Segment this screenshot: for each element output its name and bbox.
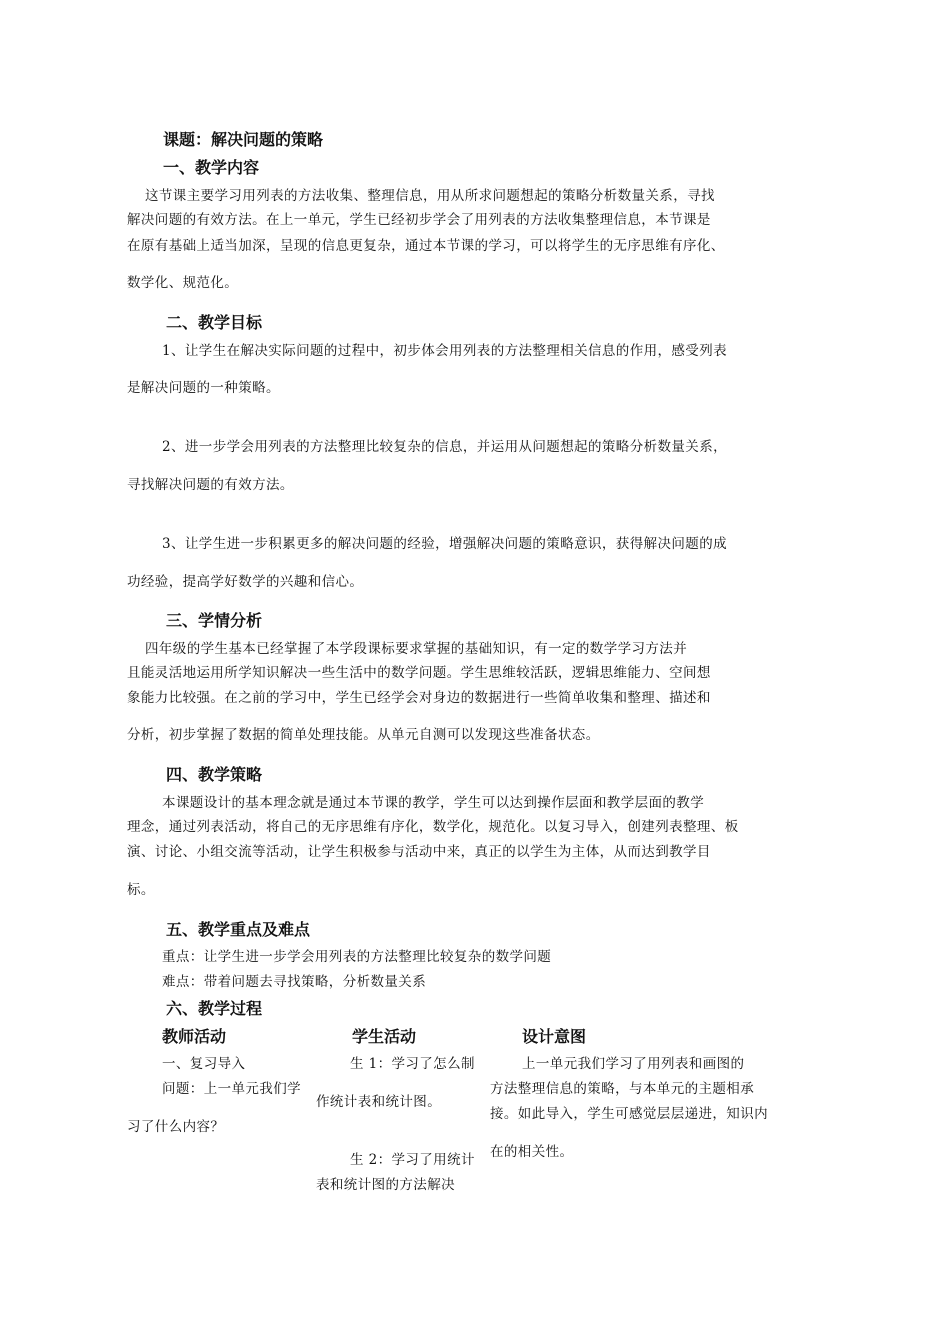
paragraph-line: 这节课主要学习用列表的方法收集、整理信息，用从所求问题想起的策略分析数量关系，寻找 [145, 188, 715, 204]
teacher-activity-line: 问题：上一单元我们学 [162, 1081, 301, 1097]
column-header-student: 学生活动 [352, 1027, 417, 1046]
design-intent-line: 上一单元我们学习了用列表和画图的 [522, 1056, 745, 1072]
student-activity-line: 作统计表和统计图。 [316, 1094, 442, 1110]
paragraph-line: 本课题设计的基本理念就是通过本节课的教学，学生可以达到操作层面和教学层面的教学 [162, 795, 705, 811]
design-intent-line: 接。如此导入，学生可感觉层层递进，知识内 [490, 1106, 768, 1122]
section-heading-key-points: 五、教学重点及难点 [166, 920, 311, 939]
paragraph-line: 功经验，提高学好数学的兴趣和信心。 [127, 574, 364, 590]
section-heading-goals: 二、教学目标 [166, 313, 263, 332]
paragraph-line: 解决问题的有效方法。在上一单元，学生已经初步学会了用列表的方法收集整理信息，本节课是 [127, 212, 711, 228]
section-heading-strategy: 四、教学策略 [166, 765, 263, 784]
section-heading-content: 一、教学内容 [163, 158, 260, 177]
paragraph-line: 寻找解决问题的有效方法。 [127, 477, 294, 493]
design-intent-line: 方法整理信息的策略，与本单元的主题相承 [490, 1081, 755, 1097]
paragraph-line: 理念，通过列表活动，将自己的无序思维有序化，数学化，规范化。以复习导入，创建列表整理、板 [127, 819, 739, 835]
column-header-intent: 设计意图 [522, 1027, 587, 1046]
difficulty-line: 难点：带着问题去寻找策略，分析数量关系 [162, 974, 427, 990]
section-heading-process: 六、教学过程 [166, 999, 263, 1018]
paragraph-line: 象能力比较强。在之前的学习中，学生已经学会对身边的数据进行一些简单收集和整理、描述和 [127, 690, 711, 706]
student-activity-line: 表和统计图的方法解决 [316, 1177, 455, 1193]
paragraph-line: 在原有基础上适当加深，呈现的信息更复杂，通过本节课的学习，可以将学生的无序思维有序化、 [127, 238, 725, 254]
paragraph-line: 标。 [127, 882, 155, 898]
paragraph-line: 且能灵活地运用所学知识解决一些生活中的数学问题。学生思维较活跃，逻辑思维能力、空间想 [127, 665, 711, 681]
page-title: 课题：解决问题的策略 [163, 130, 324, 149]
paragraph-line: 是解决问题的一种策略。 [127, 380, 280, 396]
column-header-teacher: 教师活动 [162, 1027, 227, 1046]
paragraph-line: 数学化、规范化。 [127, 275, 239, 291]
student-activity-line: 生 2：学习了用统计 [350, 1152, 475, 1168]
teacher-activity-line: 一、复习导入 [162, 1056, 246, 1072]
key-point-line: 重点：让学生进一步学会用列表的方法整理比较复杂的数学问题 [162, 949, 552, 965]
paragraph-line: 演、讨论、小组交流等活动，让学生积极参与活动中来，真正的以学生为主体，从而达到教学目 [127, 844, 711, 860]
paragraph-line: 四年级的学生基本已经掌握了本学段课标要求掌握的基础知识，有一定的数学学习方法并 [145, 641, 688, 657]
paragraph-line: 分析，初步掌握了数据的简单处理技能。从单元自测可以发现这些准备状态。 [127, 727, 600, 743]
paragraph-line: 1、让学生在解决实际问题的过程中，初步体会用列表的方法整理相关信息的作用，感受列表 [162, 343, 727, 359]
paragraph-line: 2、进一步学会用列表的方法整理比较复杂的信息，并运用从问题想起的策略分析数量关系， [162, 439, 727, 455]
student-activity-line: 生 1：学习了怎么制 [350, 1056, 475, 1072]
teacher-activity-line: 习了什么内容？ [127, 1119, 225, 1135]
design-intent-line: 在的相关性。 [490, 1144, 574, 1160]
paragraph-line: 3、让学生进一步积累更多的解决问题的经验，增强解决问题的策略意识，获得解决问题的成 [162, 536, 727, 552]
section-heading-analysis: 三、学情分析 [166, 611, 263, 630]
